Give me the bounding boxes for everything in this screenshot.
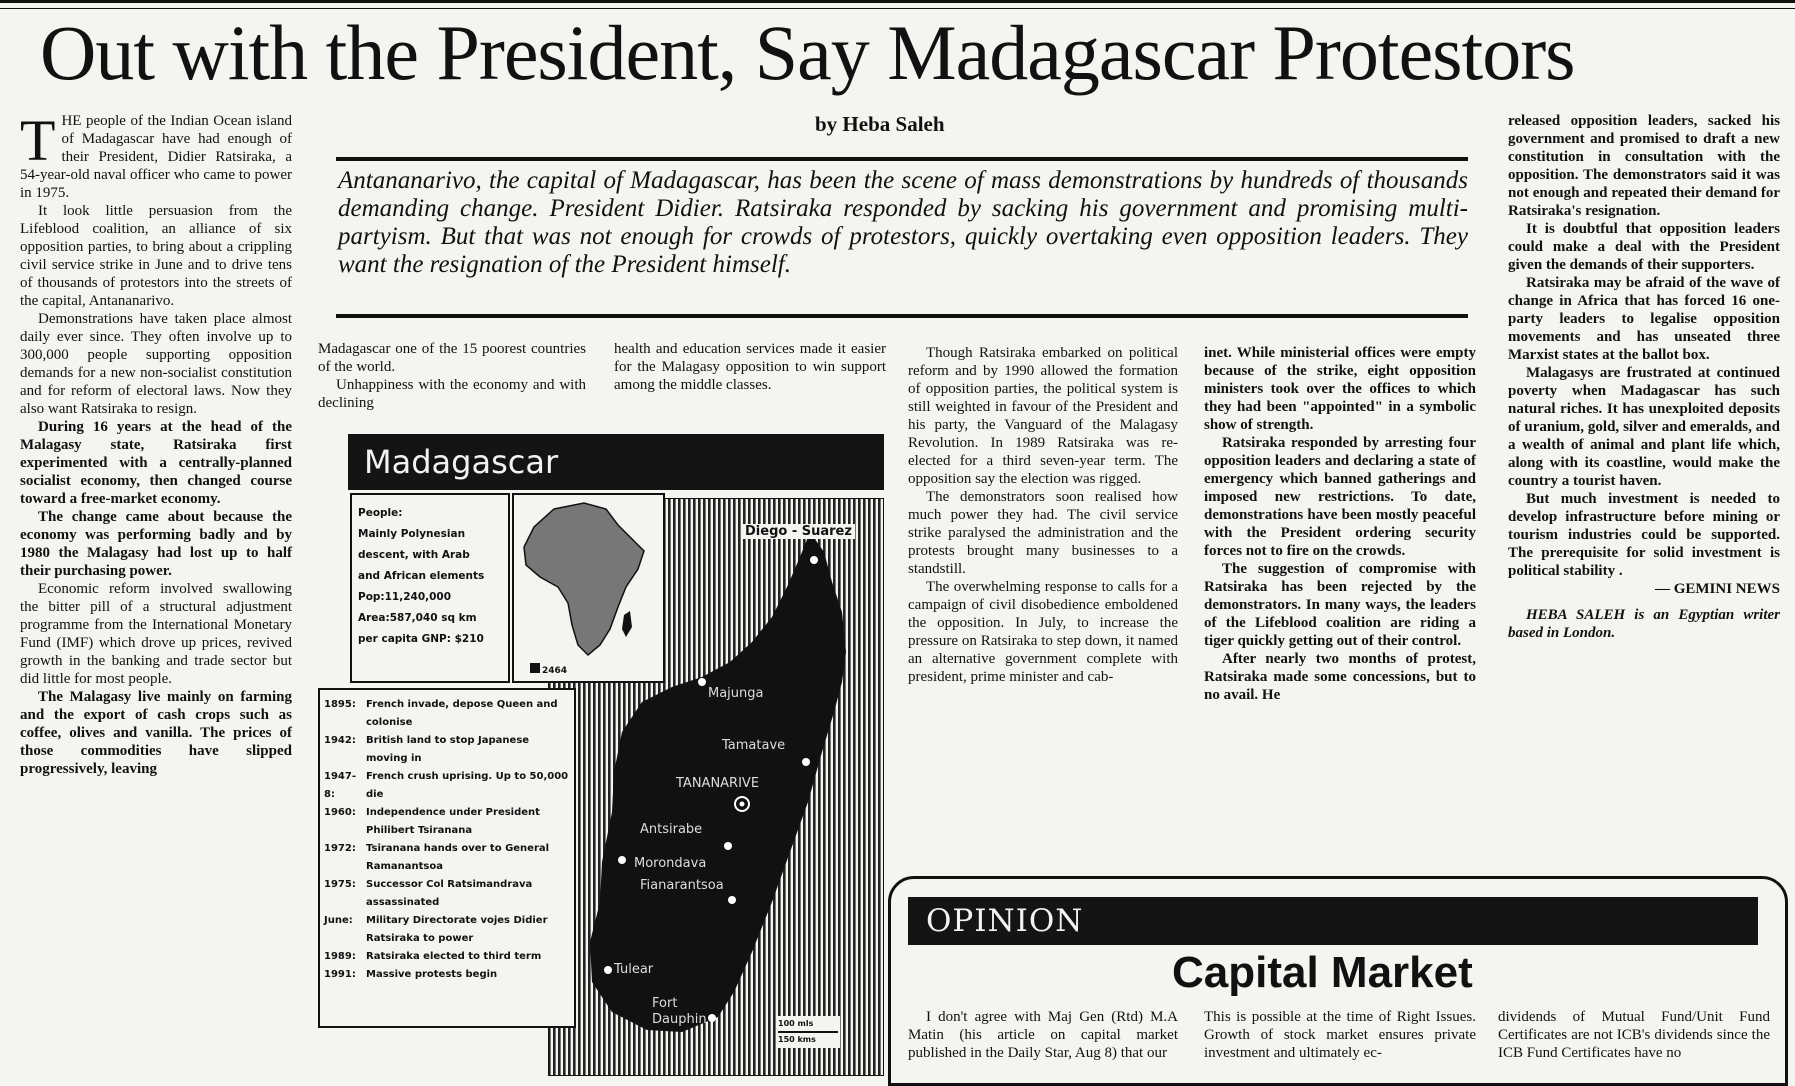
paragraph: inet. While ministerial offices were empty because of the strike, eight opposition ministers took over the offices to which they had been "appointed" in a symbolic show of strength. xyxy=(1204,345,1476,433)
paragraph: After nearly two months of protest, Ratsiraka made some concessions, but to no avail. He xyxy=(1204,651,1476,703)
city-dot xyxy=(810,556,818,564)
paragraph: It look little persuasion from the Lifeblood coalition, an alliance of six opposition parties, to bring about a crippling civil service strike in June and to drive tens of thousands of protestors into the streets of the capital, Antananarivo. xyxy=(20,203,292,309)
history-timeline xyxy=(318,688,576,1028)
timeline-entry: 1972: Tsiranana hands over to General Ramanantsoa xyxy=(324,843,550,872)
top-rule xyxy=(0,0,1795,3)
paragraph: health and education services made it easier for the Malagasy opposition to win support among the middle classes. xyxy=(614,341,886,393)
opinion-column-1 xyxy=(908,1008,1178,1062)
paragraph: The demonstrators soon realised how much power they had. The civil service strike paralysed the administration and the protests brought many businesses to a standstill. xyxy=(908,489,1178,577)
paragraph: Demonstrations have taken place almost daily ever since. They often involve up to 300,000 people supporting opposition demands for a new non-socialist constitution and for reform of electoral laws. Now they also want Ratsiraka to resign. xyxy=(20,311,292,417)
paragraph: Economic reform involved swallowing the bitter pill of a structural adjustment programme from the International Monetary Fund (IMF) which drove up prices, revived growth in the banking and trade sector but did little for most people. xyxy=(20,581,292,687)
paragraph: During 16 years at the head of the Malagasy state, Ratsiraka first experimented with a centrally-planned socialist economy, then changed course toward a free-market economy. xyxy=(20,419,292,507)
locator-code: 2464 xyxy=(542,666,568,676)
fact-line: per capita GNP: $210 xyxy=(358,633,484,645)
timeline-entry: 1989: Ratsiraka elected to third term xyxy=(324,951,542,962)
opinion-column-3 xyxy=(1498,1008,1770,1062)
fact-line: and African elements xyxy=(358,570,485,582)
place-label: Majunga xyxy=(708,686,764,701)
fact-line: descent, with Arab xyxy=(358,549,470,561)
paragraph: The Malagasy live mainly on farming and the export of cash crops such as coffee, olives and vanilla. The prices of those commodities have slipped progressively, leaving xyxy=(20,689,292,777)
author-note: HEBA SALEH is an Egyptian writer based in London. xyxy=(1508,607,1780,641)
fact-box xyxy=(350,493,510,683)
article-column-5 xyxy=(1204,344,1476,704)
opinion-title: Capital Market xyxy=(1172,948,1473,997)
place-label: Tulear xyxy=(614,962,654,977)
paragraph: The change came about because the economy was performing badly and by 1980 the Malagasy had lost up to half their purchasing power. xyxy=(20,509,292,579)
africa-locator-map xyxy=(514,495,663,681)
paragraph: Madagascar one of the 15 poorest countries of the world. xyxy=(318,341,586,375)
place-label: Antsirabe xyxy=(640,822,703,837)
place-label: Tamatave xyxy=(722,738,786,753)
opinion-label: OPINION xyxy=(908,897,1758,945)
fact-line: Pop:11,240,000 xyxy=(358,591,452,603)
signoff: — GEMINI NEWS xyxy=(1654,581,1780,597)
place-label: Diego - Suarez xyxy=(742,524,855,539)
paragraph: The suggestion of compromise with Ratsiraka has been rejected by the demonstrators. In many ways, the leaders of the Lifeblood coalition are riding a tiger quickly getting out of their control. xyxy=(1204,561,1476,649)
drop-cap: T xyxy=(20,108,56,173)
opinion-column-2 xyxy=(1204,1008,1476,1062)
timeline-entry: 1960: Independence under President Philibert Tsiranana xyxy=(324,807,540,836)
madagascar-locator xyxy=(622,611,632,637)
paragraph: dividends of Mutual Fund/Unit Fund Certificates are not ICB's dividends since the ICB Fund Certificates have no xyxy=(1498,1009,1770,1061)
map-scale xyxy=(776,1016,840,1048)
fact-line: People: xyxy=(358,507,403,519)
timeline-entry: 1942: British land to stop Japanese moving in xyxy=(324,735,530,764)
timeline-entry: 1975: Successor Col Ratsimandrava assassinated xyxy=(324,879,533,908)
fact-line: Mainly Polynesian xyxy=(358,528,466,540)
paragraph: It is doubtful that opposition leaders could make a deal with the President given the demands of their supporters. xyxy=(1508,221,1780,273)
paragraph: released opposition leaders, sacked his government and promised to draft a new constitution in consultation with the opposition. The demonstrators said it was not enough and repeated their demand for Ratsiraka's resignation. xyxy=(1508,113,1780,219)
city-dot xyxy=(728,896,736,904)
city-dot xyxy=(604,966,612,974)
place-label: TANANARIVE xyxy=(676,776,760,791)
africa-locator-box xyxy=(512,493,665,683)
byline: by Heba Saleh xyxy=(815,112,945,136)
paragraph: Though Ratsiraka embarked on political reform and by 1990 allowed the formation of opposition parties, the political system is still weighted in favour of the President and his party, the Vanguard of the Malagasy Revolution. In 1989 Ratsiraka was re-elected for a third seven-year term. The opposition say the election was rigged. xyxy=(908,345,1178,487)
fact-line: Area:587,040 sq km xyxy=(358,612,477,624)
scale-miles: 100 mls xyxy=(778,1019,814,1028)
article-column-4 xyxy=(908,344,1178,686)
standfirst-bottom-rule xyxy=(336,314,1468,318)
article-column-1 xyxy=(20,108,292,778)
city-dot xyxy=(802,758,810,766)
city-dot xyxy=(740,802,745,807)
paragraph: I don't agree with Maj Gen (Rtd) M.A Matin (his article on capital market published in the Daily Star, Aug 8) that our xyxy=(908,1009,1178,1061)
city-dot xyxy=(618,856,626,864)
map-title: Madagascar xyxy=(348,434,884,490)
paragraph: This is possible at the time of Right Issues. Growth of stock market ensures private investment and ultimately ec- xyxy=(1204,1009,1476,1061)
timeline-entry: 1991: Massive protests begin xyxy=(324,969,498,980)
timeline-entry: 1947-8: French crush uprising. Up to 50,000 die xyxy=(324,771,569,800)
timeline-entry: 1895: French invade, depose Queen and colonise xyxy=(324,699,558,728)
article-column-2 xyxy=(318,340,586,412)
paragraph: The overwhelming response to calls for a campaign of civil disobedience emboldened the opposition. In July, to increase the pressure on Ratsiraka to step down, it named an alternative government complete with president, prime minister and cab- xyxy=(908,579,1178,685)
place-label: Fort Dauphin xyxy=(652,996,707,1027)
place-label: Morondava xyxy=(634,856,707,871)
paragraph: But much investment is needed to develop infrastructure before mining or tourism industries could be supported. The prerequisite for solid investment is political stability . xyxy=(1508,491,1780,579)
paragraph: Malagasys are frustrated at continued poverty when Madagascar has such natural riches. It has unexploited deposits of uranium, gold, silver and emeralds, and a wealth of animal and plant life which, along with its coastline, would make the country a tourist haven. xyxy=(1508,365,1780,489)
standfirst-top-rule xyxy=(336,157,1468,161)
place-label: Fianarantsoa xyxy=(640,878,724,893)
timeline-entry: June: Military Directorate vojes Didier Ratsiraka to power xyxy=(324,915,548,944)
city-dot xyxy=(724,842,732,850)
paragraph: Unhappiness with the economy and with declining xyxy=(318,377,586,411)
article-column-3 xyxy=(614,340,886,394)
paragraph: Ratsiraka responded by arresting four opposition leaders and declaring a state of emergency which banned gatherings and imposed new restrictions. To date, demonstrations have been mostly peaceful with the President ordering security forces not to fire on the crowds. xyxy=(1204,435,1476,559)
scale-km: 150 kms xyxy=(778,1035,816,1044)
paragraph: HE people of the Indian Ocean island of Madagascar have had enough of their President, Didier Ratsiraka, a 54-year-old naval officer who came to power in 1975. xyxy=(20,113,292,201)
article-column-6 xyxy=(1508,112,1780,642)
paragraph: Ratsiraka may be afraid of the wave of change in Africa that has forced 16 one-party leaders to legalise opposition movements and has unseated three Marxist states at the ballot box. xyxy=(1508,275,1780,363)
headline: Out with the President, Say Madagascar Protestors xyxy=(40,9,1575,96)
city-dot xyxy=(698,678,706,686)
standfirst: Antananarivo, the capital of Madagascar, has been the scene of mass demonstrations by hundreds of thousands demanding change. President Didier. Ratsiraka responded by sacking his government and promising multi-partyism. But that was not enough for crowds of protestors, quickly overtaking even opposition leaders. They want the resignation of the President himself. xyxy=(338,167,1468,278)
